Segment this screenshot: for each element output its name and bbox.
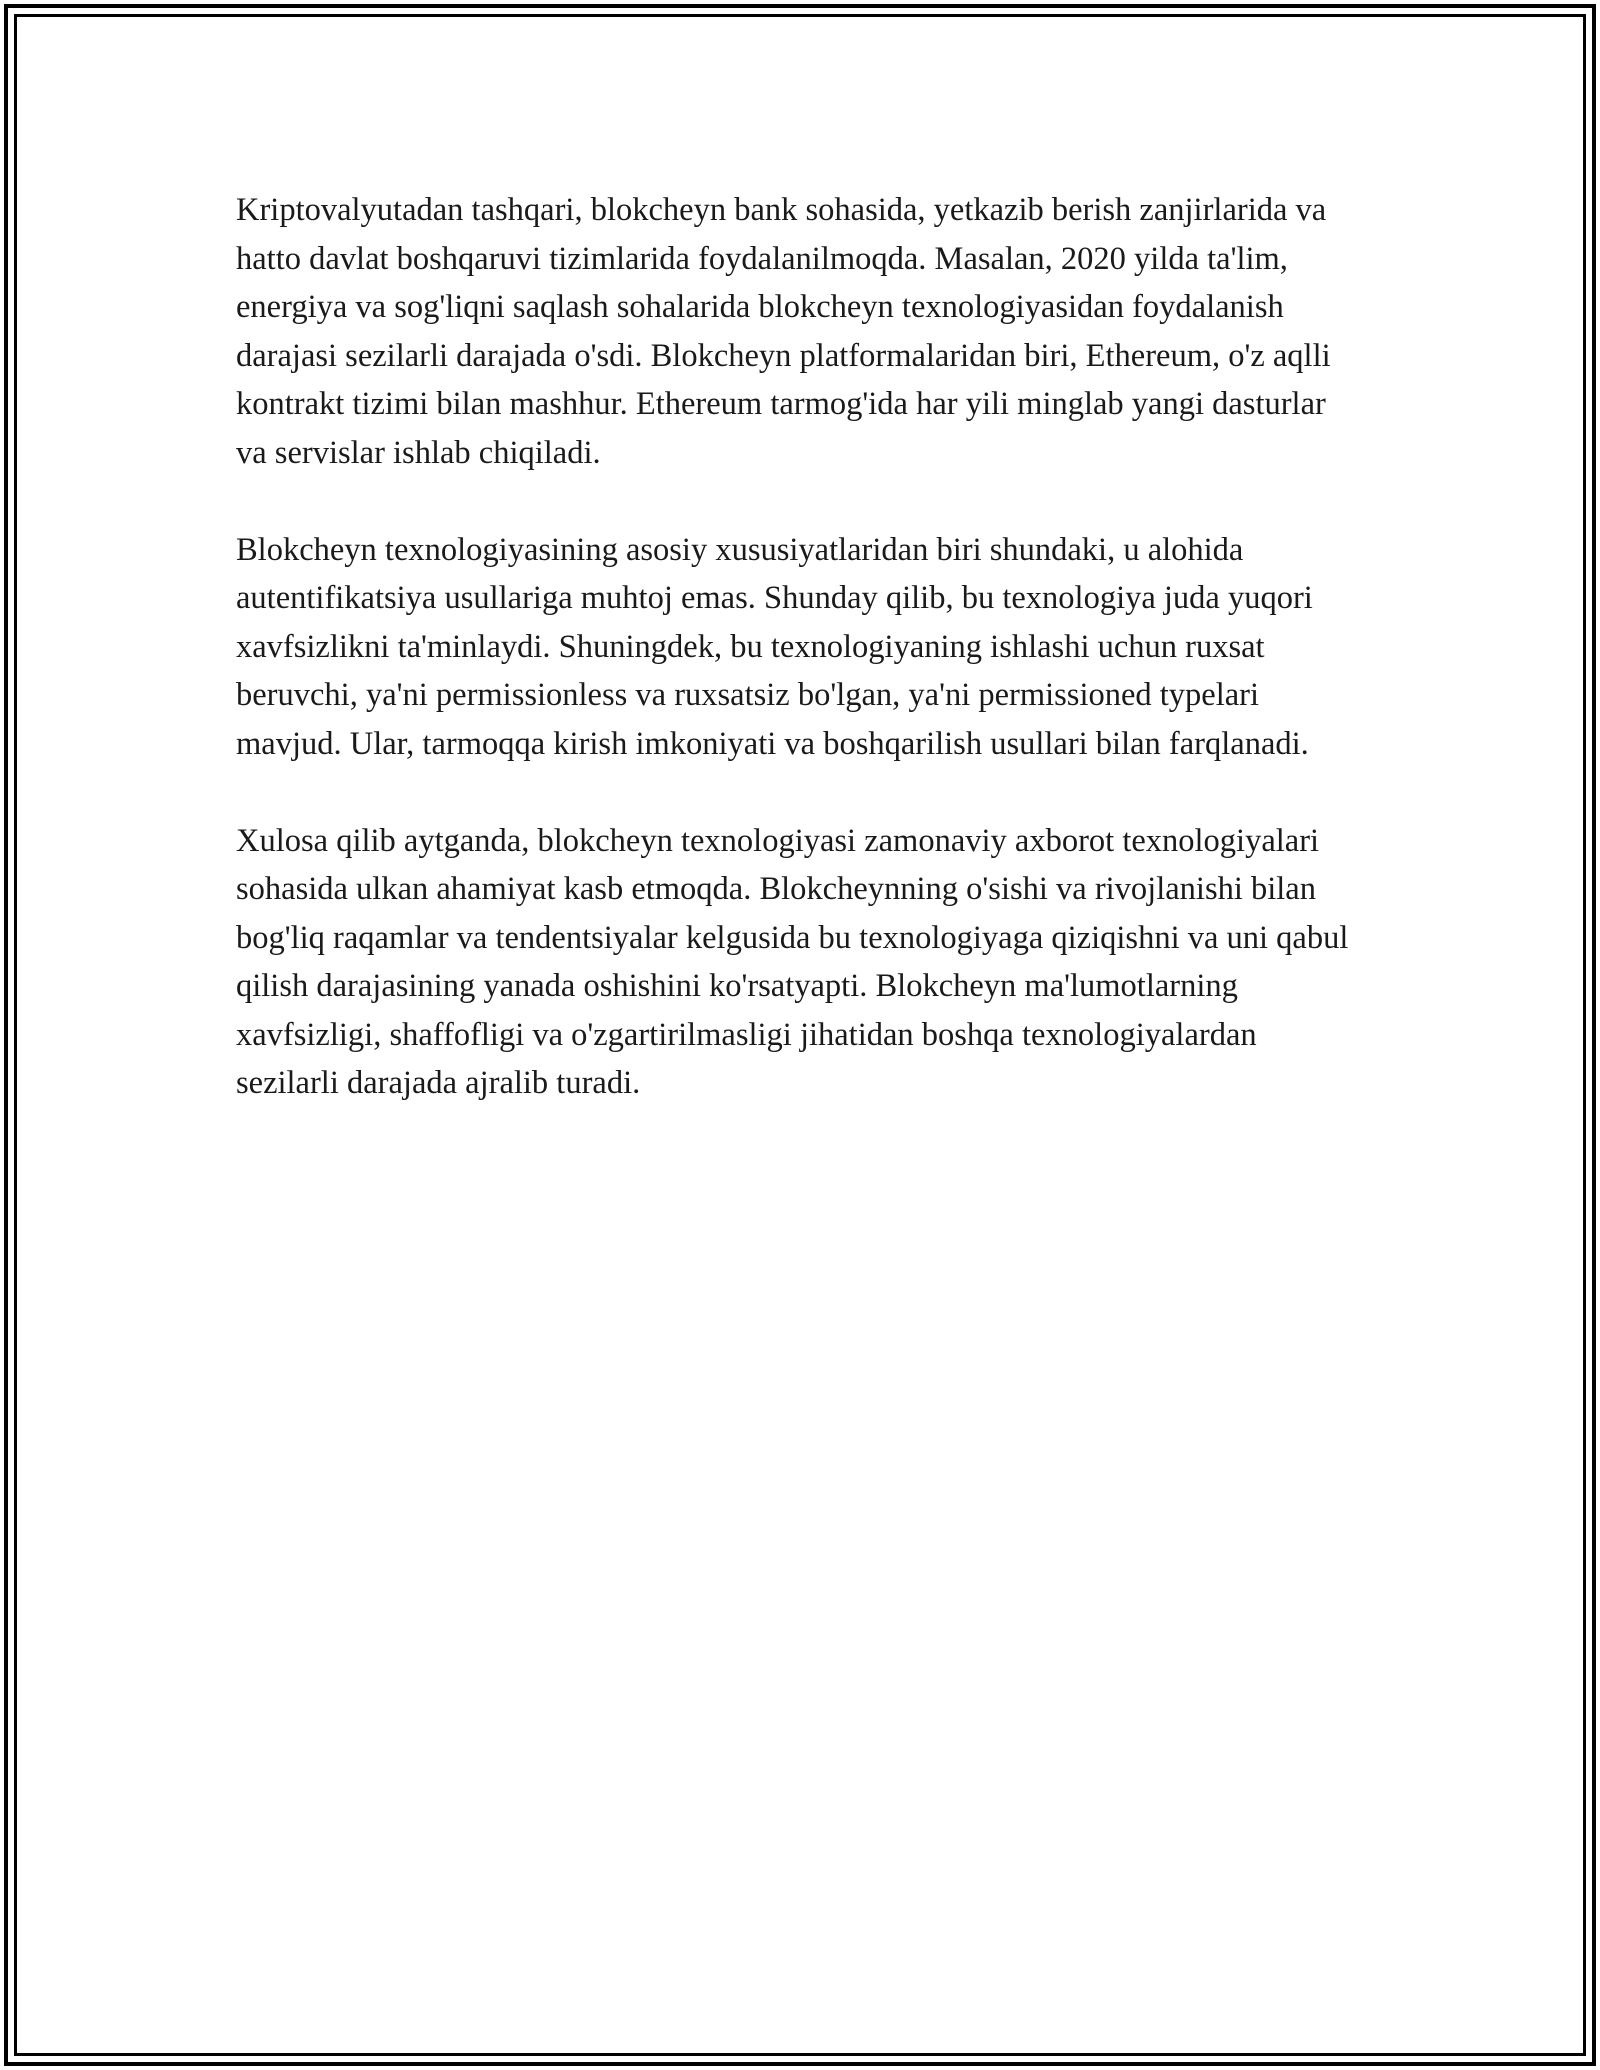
paragraph-2: Blokcheyn texnologiyasining asosiy xususiyatlaridan biri shundaki, u alohida autentifikatsiya usullariga muhtoj emas. Shunday qilib, bu texnologiya juda yuqori xavfsizlikni ta'minlaydi. Shuningdek, bu texnologiyaning ishlashi uchun ruxsat beruvchi, ya'ni permissionless va ruxsatsiz bo'lgan, ya'ni permissioned typelari mavjud. Ular, tarmoqqa kirish imkoniyati va boshqarilish usullari bilan farqlanadi. <box>236 531 1313 762</box>
document-body <box>236 186 1356 1108</box>
paragraph-1: Kriptovalyutadan tashqari, blokcheyn bank sohasida, yetkazib berish zanjirlarida va hatto davlat boshqaruvi tizimlarida foydalanilmoqda. Masalan, 2020 yilda ta'lim, energiya va sog'liqni saqlash sohalarida blokcheyn texnologiyasidan foydalanish darajasi sezilarli darajada o'sdi. Blokcheyn platformalaridan biri, Ethereum, o'z aqlli kontrakt tizimi bilan mashhur. Ethereum tarmog'ida har yili minglab yangi dasturlar va servislar ishlab chiqiladi. <box>236 192 1331 471</box>
paragraph-3: Xulosa qilib aytganda, blokcheyn texnologiyasi zamonaviy axborot texnologiyalari sohasida ulkan ahamiyat kasb etmoqda. Blokcheynning o'sishi va rivojlanishi bilan bog'liq raqamlar va tendentsiyalar kelgusida bu texnologiyaga qiziqishni va uni qabul qilish darajasining yanada oshishini ko'rsatyapti. Blokcheyn ma'lumotlarning xavfsizligi, shaffofligi va o'zgartirilmasligi jihatidan boshqa texnologiyalardan sezilarli darajada ajralib turadi. <box>236 822 1349 1101</box>
